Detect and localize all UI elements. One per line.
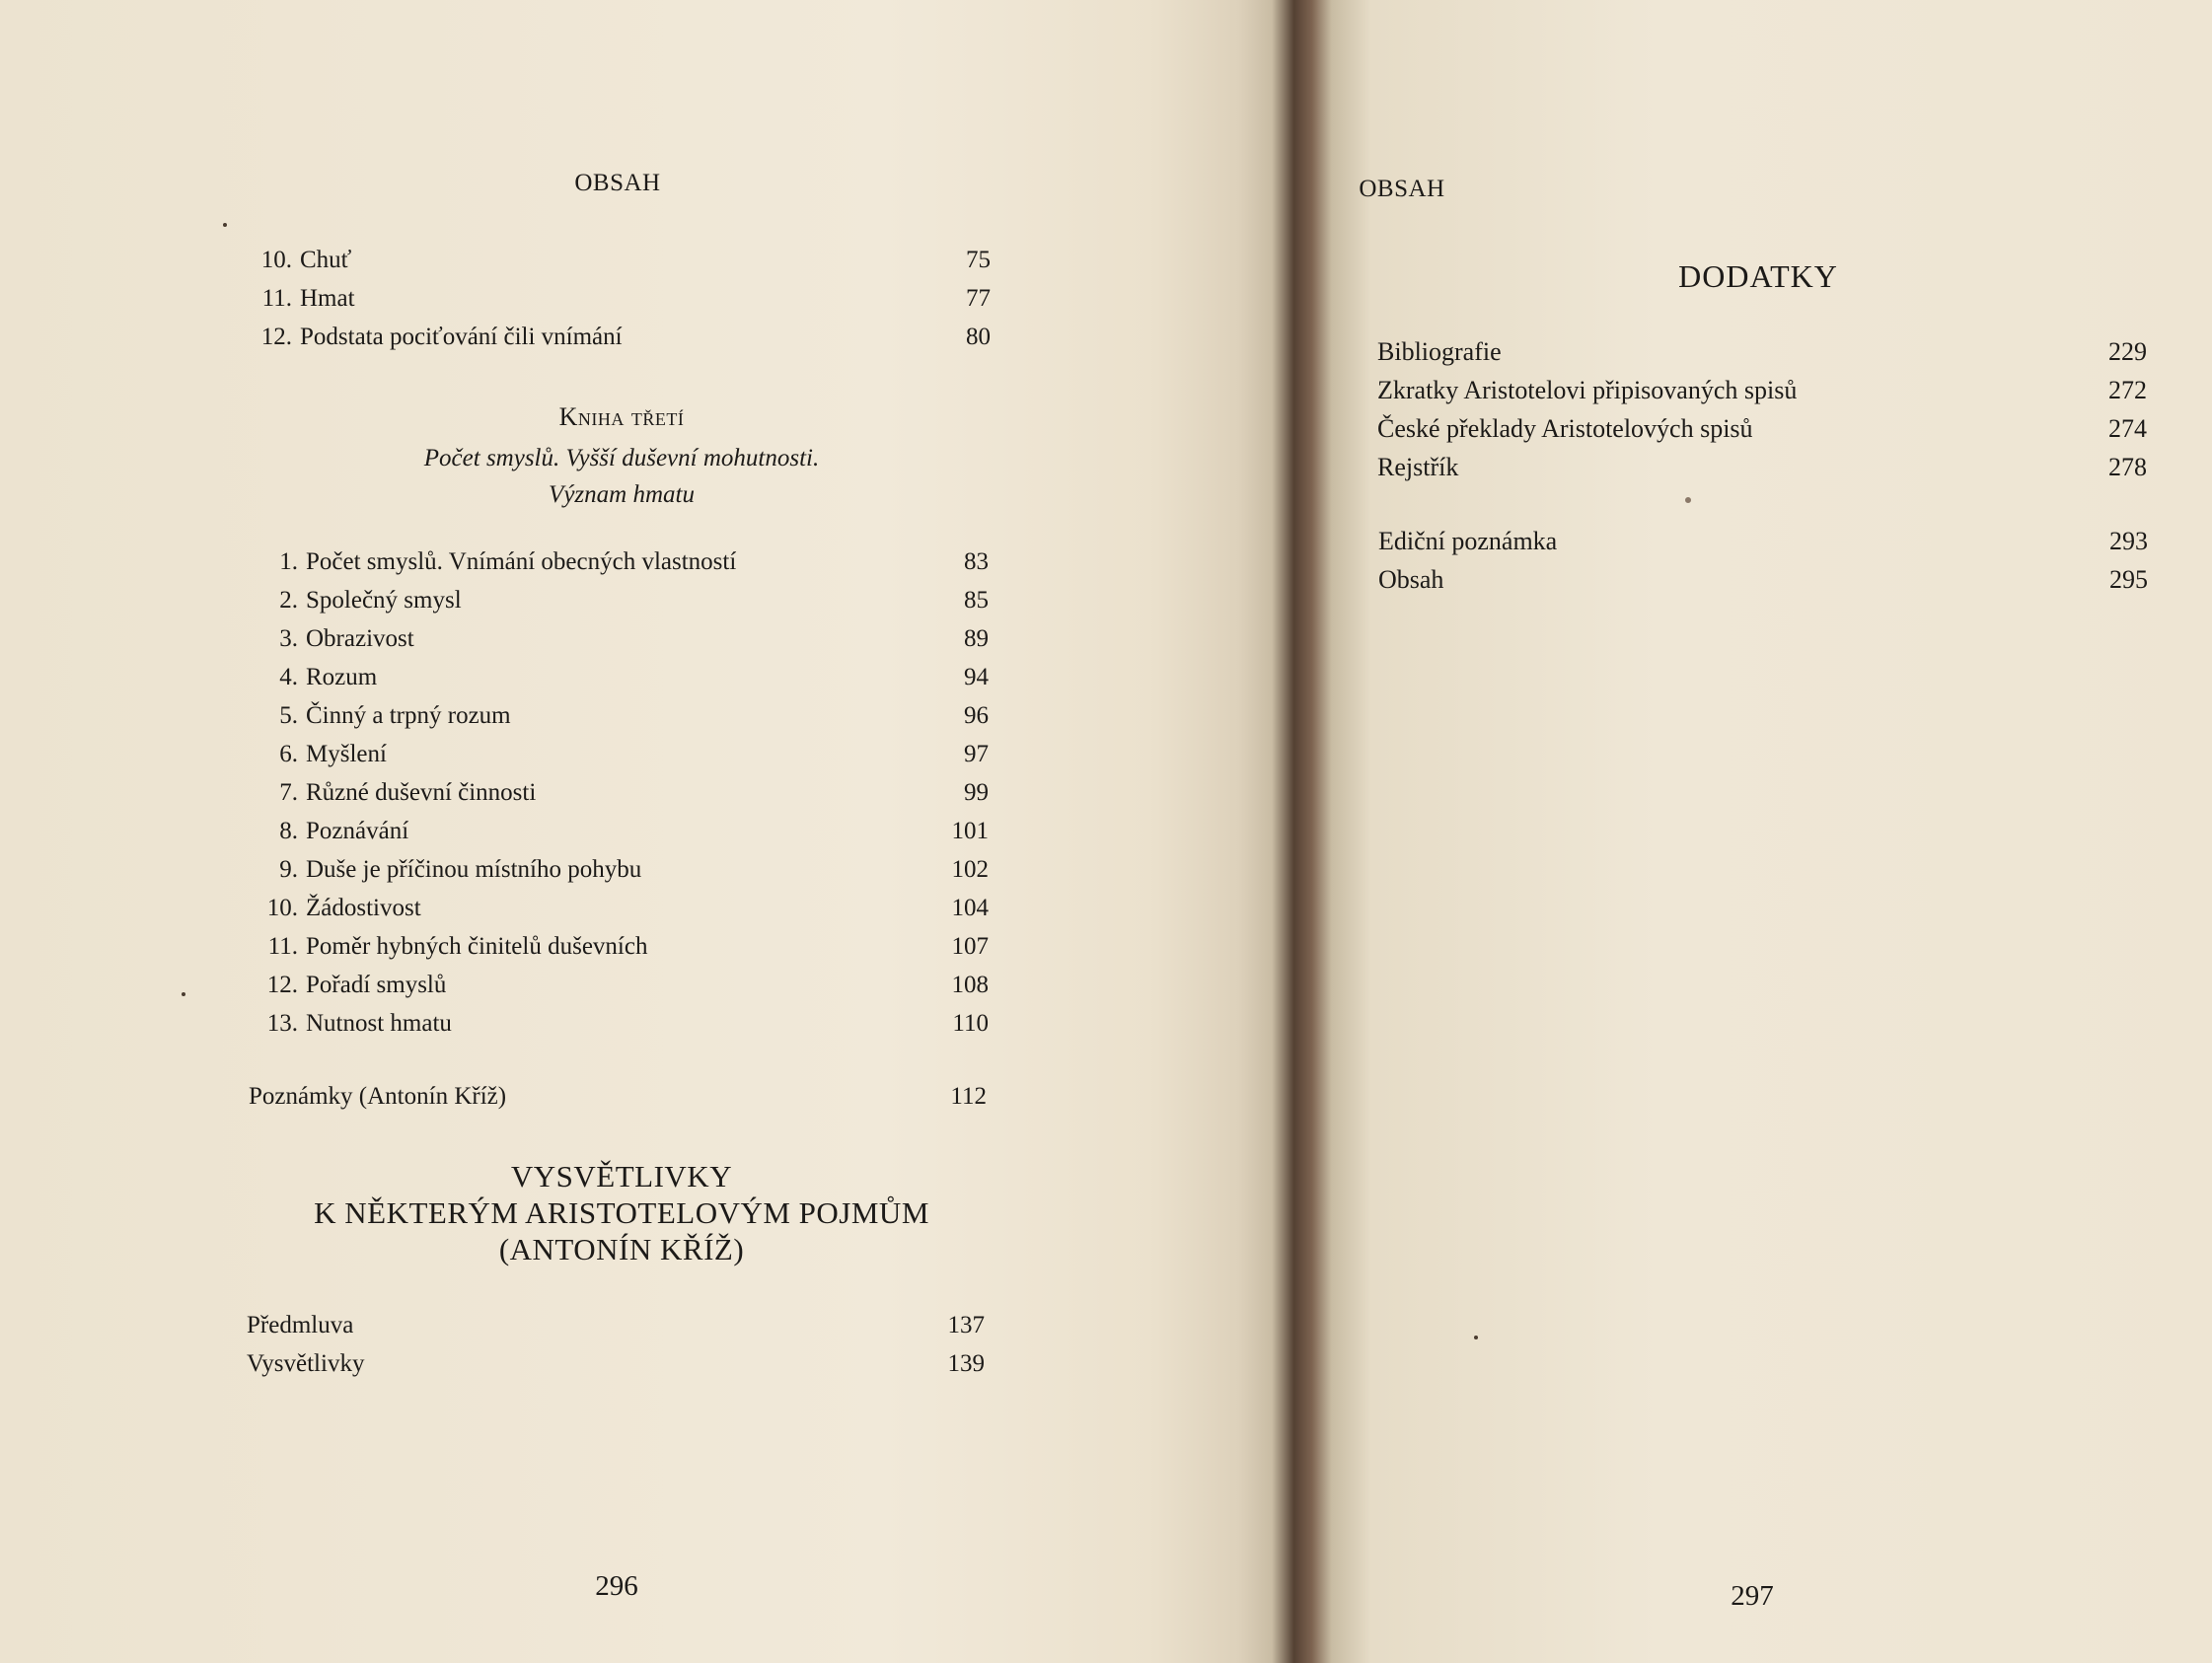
toc-entry [255,779,989,818]
entry-number: 11. [261,285,292,312]
book-title: Kniha třetí [558,402,685,431]
book-subtitle-line-2: Význam hmatu [549,481,695,508]
entry-title: Duše je příčinou místního pohybu [306,856,642,883]
entry-page: 101 [951,818,989,844]
entry-page: 77 [966,285,991,312]
entry-page: 108 [951,972,989,998]
entry-number: 12. [266,972,298,998]
entry-page: 139 [947,1350,985,1377]
entry-page: 97 [964,741,989,767]
section-heading: DODATKY [1678,258,1838,294]
toc-entry [255,741,989,779]
entry-title: Poznámky (Antonín Kříž) [249,1083,507,1110]
entry-page: 293 [2109,527,2148,555]
section-heading-line-1: VYSVĚTLIVKY [510,1159,733,1193]
entry-page: 89 [964,625,989,652]
entry-title: Obrazivost [306,625,414,652]
entry-number: 8. [279,818,298,844]
entry-number: 3. [279,625,298,652]
entry-page: 278 [2108,453,2147,481]
entry-page: 272 [2108,376,2147,404]
entry-number: 10. [266,895,298,921]
entry-page: 96 [964,702,989,729]
toc-entry [255,972,989,1010]
toc-entry [255,856,989,895]
entry-page: 75 [966,247,991,273]
entry-title: Hmat [300,285,355,312]
ink-speck [182,992,185,996]
entry-page: 274 [2108,414,2147,443]
entry-title: Činný a trpný rozum [306,702,511,729]
entry-title: Různé duševní činnosti [306,779,537,806]
book-subtitle [296,440,947,513]
entry-title: Poznávání [306,818,409,844]
entry-title: Nutnost hmatu [306,1010,452,1037]
entry-title: Pořadí smyslů [306,972,447,998]
right-page [1216,0,2212,1663]
entry-page: 80 [966,324,991,350]
toc-list-book2-end [249,247,991,362]
entry-number: 5. [279,702,298,729]
entry-page: 137 [947,1312,985,1338]
entry-number: 2. [279,587,298,614]
entry-title: Chuť [300,247,352,273]
entry-number: 7. [279,779,298,806]
page-number: 297 [1731,1580,1774,1612]
entry-title: Zkratky Aristotelovi připisovaných spisů [1377,376,1798,404]
toc-entry [255,933,989,972]
toc-list-end [1378,527,2148,604]
entry-page: 295 [2109,565,2148,594]
toc-entry [249,247,991,285]
entry-number: 13. [266,1010,298,1037]
toc-entry [255,818,989,856]
entry-title: Ediční poznámka [1378,527,1558,555]
entry-page: 107 [951,933,989,960]
entry-title: Myšlení [306,741,387,767]
toc-entry [255,1010,989,1048]
entry-page: 94 [964,664,989,690]
entry-page: 112 [950,1083,987,1110]
entry-number: 4. [279,664,298,690]
section-heading-line-3: (ANTONÍN KŘÍŽ) [498,1232,745,1266]
entry-page: 229 [2108,337,2147,366]
toc-entry [249,324,991,362]
toc-entry [1377,453,2147,491]
toc-entry [255,702,989,741]
entry-number: 1. [279,548,298,575]
section-heading [247,1158,996,1267]
toc-entry [247,1312,985,1350]
toc-entry [255,664,989,702]
entry-page: 110 [952,1010,989,1037]
entry-page: 83 [964,548,989,575]
entry-page: 102 [951,856,989,883]
entry-title: Rejstřík [1377,453,1459,481]
toc-entry [255,895,989,933]
entry-title: Podstata pociťování čili vnímání [300,324,623,350]
toc-entry [249,285,991,324]
section-heading-line-2: K NĚKTERÝM ARISTOTELOVÝM POJMŮM [314,1195,929,1230]
entry-page: 104 [951,895,989,921]
running-head: OBSAH [1359,176,1445,202]
toc-entry [1377,376,2147,414]
entry-number: 6. [279,741,298,767]
entry-number: 12. [260,324,292,350]
book-subtitle-line-1: Počet smyslů. Vyšší duševní mohutnosti. [423,445,820,471]
entry-title: Obsah [1378,565,1444,594]
toc-entry [1378,565,2148,604]
entry-number: 10. [260,247,292,273]
entry-title: České překlady Aristotelových spisů [1377,414,1753,443]
entry-title: Počet smyslů. Vnímání obecných vlastností [306,548,737,575]
entry-title: Předmluva [247,1312,354,1338]
toc-list-glossary [247,1312,985,1389]
ink-speck [1685,497,1691,503]
entry-title: Žádostivost [306,895,421,921]
entry-page: 99 [964,779,989,806]
ink-speck [223,223,227,227]
toc-entry [255,548,989,587]
entry-title: Společný smysl [306,587,462,614]
entry-number: 11. [267,933,298,960]
toc-list-notes [249,1083,987,1121]
toc-list-appendix [1377,337,2147,491]
toc-entry [255,587,989,625]
entry-page: 85 [964,587,989,614]
entry-title: Bibliografie [1377,337,1502,366]
page-number: 296 [595,1570,638,1602]
entry-title: Rozum [306,664,378,690]
ink-speck [1474,1336,1478,1339]
toc-entry [1378,527,2148,565]
running-head: OBSAH [574,170,661,196]
toc-entry [247,1350,985,1389]
entry-title: Vysvětlivky [247,1350,365,1377]
toc-list-book3 [255,548,989,1048]
toc-entry [1377,414,2147,453]
entry-title: Poměr hybných činitelů duševních [306,933,648,960]
toc-entry [255,625,989,664]
entry-number: 9. [279,856,298,883]
toc-entry [249,1083,987,1121]
toc-entry [1377,337,2147,376]
